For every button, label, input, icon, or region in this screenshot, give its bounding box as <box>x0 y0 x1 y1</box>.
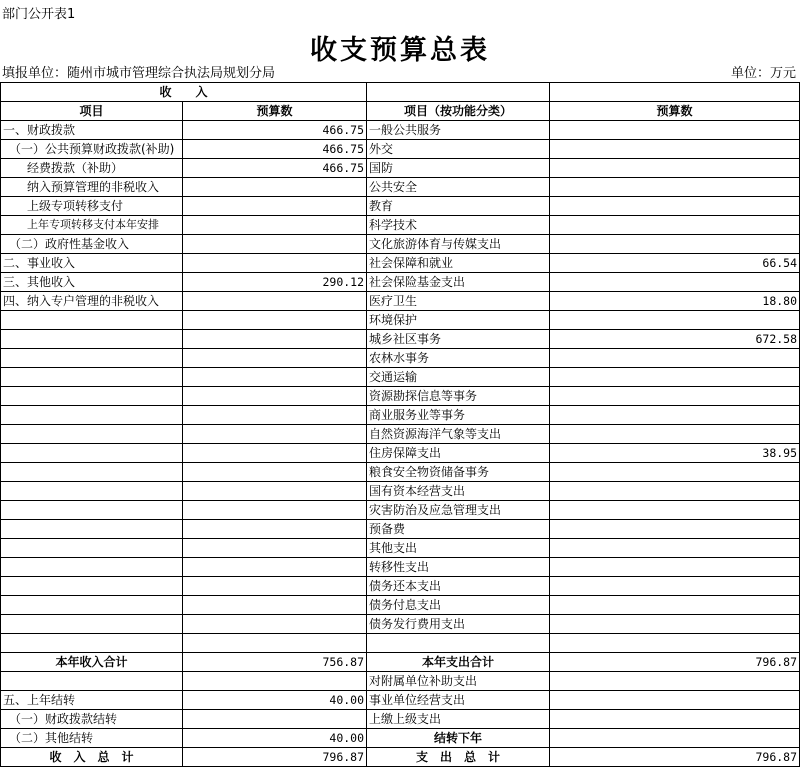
right-item-cell: 公共安全 <box>367 178 550 197</box>
right-budget-cell <box>550 615 800 634</box>
left-item-cell: 二、事业收入 <box>1 254 183 273</box>
right-item-cell: 交通运输 <box>367 368 550 387</box>
table-row <box>1 216 800 235</box>
left-item-cell <box>1 577 183 596</box>
left-budget-cell <box>183 349 367 368</box>
right-budget-cell <box>550 463 800 482</box>
left-item-cell <box>1 482 183 501</box>
left-budget-cell: 40.00 <box>183 691 367 710</box>
right-budget-cell <box>550 311 800 330</box>
table-row <box>1 254 800 273</box>
left-item-cell: 上年专项转移支付本年安排 <box>1 216 183 235</box>
table-row <box>1 273 800 292</box>
left-item-cell <box>1 672 183 691</box>
left-budget-cell <box>183 596 367 615</box>
table-row <box>1 501 800 520</box>
table-row <box>1 406 800 425</box>
left-budget-cell <box>183 387 367 406</box>
left-item-cell <box>1 634 183 653</box>
right-budget-cell <box>550 235 800 254</box>
right-budget-cell <box>550 596 800 615</box>
right-item-cell: 社会保障和就业 <box>367 254 550 273</box>
left-budget-cell <box>183 330 367 349</box>
table-row <box>1 330 800 349</box>
right-budget-cell <box>550 425 800 444</box>
left-budget-cell <box>183 710 367 729</box>
right-item-cell: 债务发行费用支出 <box>367 615 550 634</box>
table-row <box>1 672 800 691</box>
left-budget-cell <box>183 292 367 311</box>
left-item-cell <box>1 444 183 463</box>
left-budget-cell <box>183 425 367 444</box>
table-row <box>1 197 800 216</box>
right-budget-cell: 796.87 <box>550 653 800 672</box>
left-budget-cell <box>183 577 367 596</box>
page-title: 收支预算总表 <box>310 35 490 66</box>
expenditure-section-header-blank <box>550 83 800 102</box>
right-item-cell: 上缴上级支出 <box>367 710 550 729</box>
right-budget-cell <box>550 520 800 539</box>
left-item-cell: 五、上年结转 <box>1 691 183 710</box>
table-row <box>1 311 800 330</box>
left-item-cell <box>1 425 183 444</box>
table-row <box>1 463 800 482</box>
left-budget-cell <box>183 482 367 501</box>
right-item-cell: 债务付息支出 <box>367 596 550 615</box>
table-row <box>1 121 800 140</box>
left-budget-cell <box>183 558 367 577</box>
right-budget-cell <box>550 349 800 368</box>
table-row <box>1 691 800 710</box>
right-budget-cell <box>550 729 800 748</box>
left-budget-cell <box>183 444 367 463</box>
left-budget-cell: 466.75 <box>183 140 367 159</box>
right-item-cell <box>367 634 550 653</box>
right-item-cell: 结转下年 <box>367 729 550 748</box>
left-item-cell: （二）政府性基金收入 <box>1 235 183 254</box>
right-item-cell: 外交 <box>367 140 550 159</box>
right-budget-cell <box>550 197 800 216</box>
left-item-cell <box>1 558 183 577</box>
right-budget-cell: 18.80 <box>550 292 800 311</box>
table-row <box>1 577 800 596</box>
right-budget-cell <box>550 691 800 710</box>
right-budget-cell <box>550 273 800 292</box>
right-budget-cell <box>550 710 800 729</box>
right-item-cell: 科学技术 <box>367 216 550 235</box>
left-item-cell: 纳入预算管理的非税收入 <box>1 178 183 197</box>
right-item-cell: 事业单位经营支出 <box>367 691 550 710</box>
table-row <box>1 710 800 729</box>
right-budget-cell <box>550 672 800 691</box>
left-item-cell: 本年收入合计 <box>1 653 183 672</box>
table-row <box>1 653 800 672</box>
right-budget-cell <box>550 577 800 596</box>
right-item-cell: 住房保障支出 <box>367 444 550 463</box>
right-item-cell: 国有资本经营支出 <box>367 482 550 501</box>
left-budget-cell <box>183 634 367 653</box>
section-header-row <box>1 83 800 102</box>
table-row <box>1 159 800 178</box>
right-budget-cell <box>550 482 800 501</box>
right-item-cell: 预备费 <box>367 520 550 539</box>
right-item-cell: 自然资源海洋气象等支出 <box>367 425 550 444</box>
left-budget-cell: 466.75 <box>183 121 367 140</box>
table-row <box>1 539 800 558</box>
table-row <box>1 425 800 444</box>
right-budget-cell <box>550 558 800 577</box>
left-item-cell: 四、纳入专户管理的非税收入 <box>1 292 183 311</box>
table-row <box>1 482 800 501</box>
right-budget-cell: 672.58 <box>550 330 800 349</box>
right-item-cell: 债务还本支出 <box>367 577 550 596</box>
col-header-budget-exp: 预算数 <box>550 102 800 121</box>
right-item-cell: 灾害防治及应急管理支出 <box>367 501 550 520</box>
right-item-cell: 国防 <box>367 159 550 178</box>
table-row <box>1 387 800 406</box>
left-item-cell <box>1 596 183 615</box>
right-budget-cell <box>550 216 800 235</box>
left-budget-cell <box>183 368 367 387</box>
reporting-unit: 填报单位：随州市城市管理综合执法局规划分局 <box>2 66 276 81</box>
right-item-cell: 本年支出合计 <box>367 653 550 672</box>
left-item-cell: 上级专项转移支付 <box>1 197 183 216</box>
table-row <box>1 729 800 748</box>
col-header-item-func: 项目（按功能分类） <box>367 102 550 121</box>
table-row <box>1 596 800 615</box>
left-budget-cell: 40.00 <box>183 729 367 748</box>
right-budget-cell <box>550 140 800 159</box>
left-budget-cell: 290.12 <box>183 273 367 292</box>
left-item-cell <box>1 311 183 330</box>
budget-summary-table <box>0 82 800 767</box>
left-item-cell <box>1 463 183 482</box>
right-budget-cell <box>550 121 800 140</box>
left-budget-cell <box>183 235 367 254</box>
table-row <box>1 558 800 577</box>
left-item-cell: 经费拨款（补助） <box>1 159 183 178</box>
table-row <box>1 178 800 197</box>
left-budget-cell <box>183 197 367 216</box>
right-budget-cell <box>550 178 800 197</box>
document-label: 部门公开表1 <box>2 7 76 22</box>
left-item-cell: （二）其他结转 <box>1 729 183 748</box>
table-row <box>1 368 800 387</box>
left-budget-cell: 756.87 <box>183 653 367 672</box>
right-item-cell: 一般公共服务 <box>367 121 550 140</box>
left-budget-cell <box>183 615 367 634</box>
table-row <box>1 520 800 539</box>
table-row <box>1 615 800 634</box>
left-budget-cell: 796.87 <box>183 748 367 767</box>
right-item-cell: 医疗卫生 <box>367 292 550 311</box>
left-item-cell: （一）公共预算财政拨款(补助) <box>1 140 183 159</box>
income-section-header: 收 入 <box>1 83 367 102</box>
table-row <box>1 444 800 463</box>
left-item-cell: 一、财政拨款 <box>1 121 183 140</box>
right-budget-cell <box>550 406 800 425</box>
right-budget-cell <box>550 501 800 520</box>
left-budget-cell <box>183 216 367 235</box>
left-budget-cell <box>183 463 367 482</box>
left-budget-cell <box>183 501 367 520</box>
right-item-cell: 社会保险基金支出 <box>367 273 550 292</box>
left-item-cell <box>1 387 183 406</box>
right-budget-cell <box>550 387 800 406</box>
left-budget-cell <box>183 406 367 425</box>
right-budget-cell: 796.87 <box>550 748 800 767</box>
left-item-cell <box>1 501 183 520</box>
left-item-cell <box>1 368 183 387</box>
table-row <box>1 634 800 653</box>
left-item-cell: 收 入 总 计 <box>1 748 183 767</box>
left-item-cell <box>1 615 183 634</box>
right-item-cell: 支 出 总 计 <box>367 748 550 767</box>
left-item-cell <box>1 406 183 425</box>
table-row <box>1 292 800 311</box>
expenditure-section-header <box>367 83 550 102</box>
left-budget-cell: 466.75 <box>183 159 367 178</box>
left-budget-cell <box>183 520 367 539</box>
table-row <box>1 140 800 159</box>
left-item-cell: 三、其他收入 <box>1 273 183 292</box>
right-item-cell: 转移性支出 <box>367 558 550 577</box>
left-budget-cell <box>183 672 367 691</box>
right-item-cell: 教育 <box>367 197 550 216</box>
right-item-cell: 农林水事务 <box>367 349 550 368</box>
left-budget-cell <box>183 254 367 273</box>
left-item-cell <box>1 520 183 539</box>
right-budget-cell <box>550 634 800 653</box>
left-item-cell <box>1 330 183 349</box>
right-item-cell: 文化旅游体育与传媒支出 <box>367 235 550 254</box>
left-budget-cell <box>183 178 367 197</box>
right-budget-cell: 38.95 <box>550 444 800 463</box>
left-item-cell <box>1 539 183 558</box>
currency-unit: 单位：万元 <box>730 66 796 81</box>
left-budget-cell <box>183 311 367 330</box>
right-budget-cell <box>550 368 800 387</box>
col-header-budget: 预算数 <box>183 102 367 121</box>
col-header-item: 项目 <box>1 102 183 121</box>
table-row <box>1 349 800 368</box>
right-item-cell: 环境保护 <box>367 311 550 330</box>
right-budget-cell <box>550 539 800 558</box>
left-budget-cell <box>183 539 367 558</box>
right-item-cell: 资源勘探信息等事务 <box>367 387 550 406</box>
table-row <box>1 235 800 254</box>
right-budget-cell <box>550 159 800 178</box>
column-header-row <box>1 102 800 121</box>
right-item-cell: 对附属单位补助支出 <box>367 672 550 691</box>
right-item-cell: 其他支出 <box>367 539 550 558</box>
left-item-cell <box>1 349 183 368</box>
right-item-cell: 商业服务业等事务 <box>367 406 550 425</box>
left-item-cell: （一）财政拨款结转 <box>1 710 183 729</box>
right-budget-cell: 66.54 <box>550 254 800 273</box>
right-item-cell: 粮食安全物资储备事务 <box>367 463 550 482</box>
right-item-cell: 城乡社区事务 <box>367 330 550 349</box>
